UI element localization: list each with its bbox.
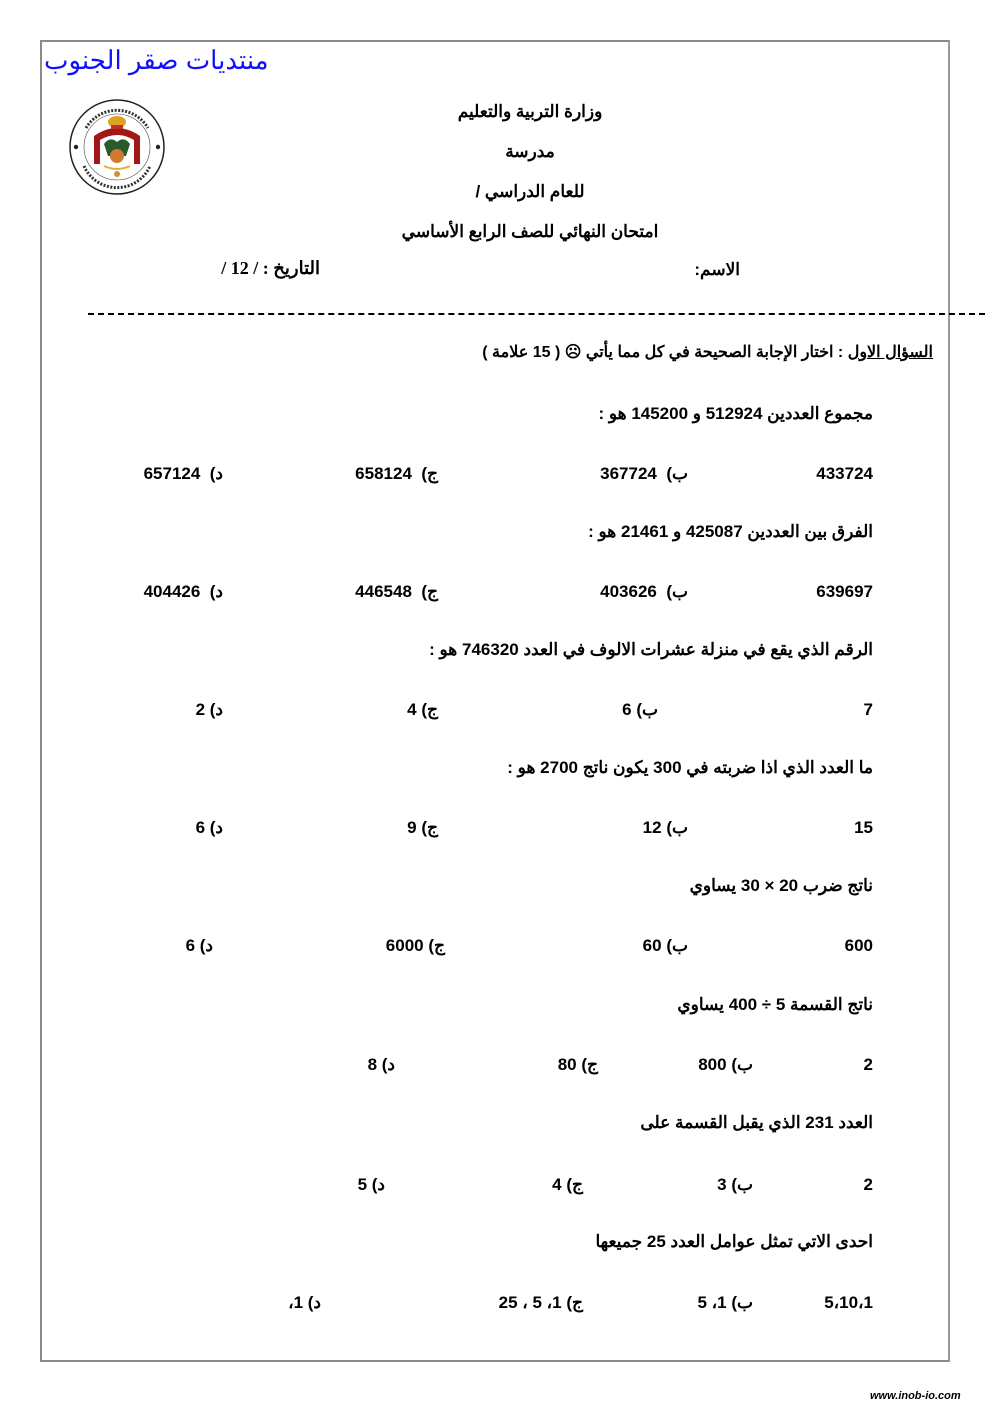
option-b: ب) 6 <box>622 700 658 719</box>
option-c: ج) 4 <box>552 1175 583 1194</box>
option-b: ب) 12 <box>642 818 688 837</box>
option-b: ب) 367724 <box>600 464 688 483</box>
question-text: مجموع العددين 512924 و 145200 هو : <box>598 404 873 423</box>
option-d: د) 6 <box>185 936 213 955</box>
question-text: الفرق بين العددين 425087 و 21461 هو : <box>588 522 873 541</box>
question-text: الرقم الذي يقع في منزلة عشرات الالوف في العدد 746320 هو : <box>429 640 873 659</box>
question-text: ناتج القسمة 5 ÷ 400 يساوي <box>677 995 873 1014</box>
section-title-instructions: : اختار الإجابة الصحيحة في كل مما يأتي ☹ ( 15 علامة ) <box>482 344 848 361</box>
option-d: د) 8 <box>367 1055 395 1074</box>
school-name: مدرسة <box>505 142 555 161</box>
option-a: 2 <box>863 1055 873 1074</box>
option-d: د) 657124 <box>143 464 223 483</box>
option-d: د) 2 <box>195 700 223 719</box>
option-a: 2 <box>863 1175 873 1194</box>
option-a: 5،10،1 <box>824 1293 873 1312</box>
ministry-name: وزارة التربية والتعليم <box>457 102 603 121</box>
question-text: ناتج ضرب 20 × 30 يساوي <box>689 876 873 895</box>
academic-year: للعام الدراسي / <box>475 182 585 201</box>
option-c: ج) 6000 <box>385 936 445 955</box>
option-d: د) 404426 <box>143 582 223 601</box>
question-text: احدى الاتي تمثل عوامل العدد 25 جميعها <box>595 1232 873 1251</box>
option-c: ج) 658124 <box>355 464 438 483</box>
option-a: 639697 <box>816 582 873 601</box>
date-label: التاريخ : / 12 / <box>221 258 320 278</box>
jordan-ministry-seal-icon <box>66 98 168 196</box>
option-c: ج) 1، 5 ، 25 <box>498 1293 583 1312</box>
option-b: ب) 60 <box>642 936 688 955</box>
dashed-divider <box>88 313 985 315</box>
option-d: د) 1، <box>288 1293 321 1312</box>
forum-watermark: منتديات صقر الجنوب <box>44 45 269 75</box>
student-name-label: الاسم: <box>694 260 740 279</box>
option-b: ب) 1، 5 <box>697 1293 753 1312</box>
option-a: 433724 <box>816 464 873 483</box>
option-a: 600 <box>844 936 873 955</box>
option-b: ب) 800 <box>698 1055 753 1074</box>
exam-title: امتحان النهائي للصف الرابع الأساسي <box>401 222 659 241</box>
option-d: د) 6 <box>195 818 223 837</box>
option-a: 15 <box>854 818 873 837</box>
option-c: ج) 446548 <box>355 582 438 601</box>
option-d: د) 5 <box>357 1175 385 1194</box>
section-title <box>482 342 933 362</box>
question-text: العدد 231 الذي يقبل القسمة على <box>640 1113 873 1132</box>
section-title-label: السؤال الاول <box>847 344 933 361</box>
option-b: ب) 3 <box>717 1175 753 1194</box>
footer-url: www.inob-io.com <box>870 1390 961 1402</box>
option-c: ج) 4 <box>407 700 438 719</box>
option-c: ج) 80 <box>557 1055 598 1074</box>
option-a: 7 <box>863 700 873 719</box>
option-b: ب) 403626 <box>600 582 688 601</box>
question-text: ما العدد الذي اذا ضربته في 300 يكون ناتج 2700 هو : <box>507 758 873 777</box>
option-c: ج) 9 <box>407 818 438 837</box>
